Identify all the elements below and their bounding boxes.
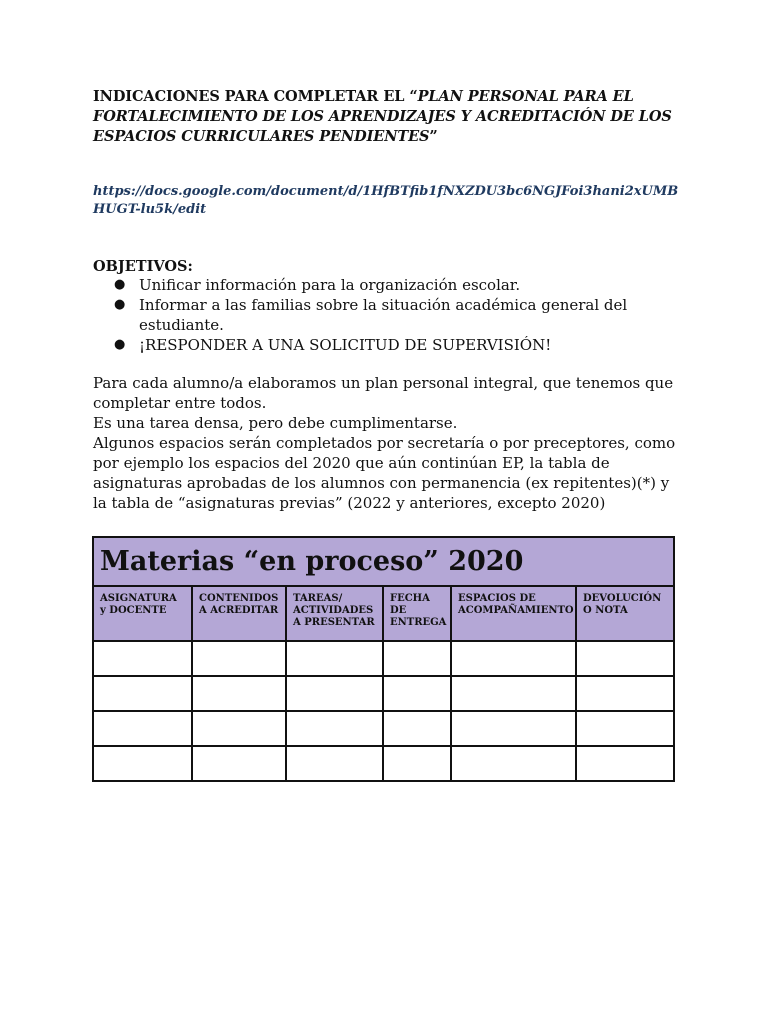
table-cell[interactable]	[383, 676, 451, 711]
table-cell[interactable]	[576, 711, 674, 746]
list-item	[93, 295, 683, 335]
table-cell[interactable]	[383, 641, 451, 676]
heading-plan-title: PLAN PERSONAL PARA EL FORTALECIMIENTO DE LOS APRENDIZAJES Y ACREDITACIÓN DE LOS ESPACIOS CURRICULARES PENDIENTES	[93, 88, 672, 145]
column-header: FECHA DE ENTREGA	[383, 586, 451, 641]
materias-table	[92, 536, 675, 782]
table-cell[interactable]	[451, 711, 576, 746]
table-cell[interactable]	[192, 746, 286, 781]
table-title: Materias “en proceso” 2020	[93, 537, 674, 586]
table-cell[interactable]	[286, 676, 383, 711]
column-header: TAREAS/ ACTIVIDADES A PRESENTAR	[286, 586, 383, 641]
heading-prefix: INDICACIONES PARA COMPLETAR EL “	[93, 88, 418, 105]
table-cell[interactable]	[192, 676, 286, 711]
table-cell[interactable]	[576, 676, 674, 711]
heading-close-quote: ”	[429, 128, 438, 145]
paragraph-line: Para cada alumno/a elaboramos un plan personal integral, que tenemos que completar entre todos.	[93, 374, 674, 412]
table-cell[interactable]	[576, 641, 674, 676]
table-cell[interactable]	[93, 746, 192, 781]
table-cell[interactable]	[192, 641, 286, 676]
table-cell[interactable]	[451, 641, 576, 676]
table-cell[interactable]	[93, 711, 192, 746]
bullet-icon: ●	[114, 297, 126, 312]
bullet-icon: ●	[114, 337, 126, 352]
table-cell[interactable]	[286, 746, 383, 781]
objectives-list	[93, 275, 683, 355]
document-heading	[93, 87, 683, 147]
paragraph-line: Es una tarea densa, pero debe cumplimentarse.	[93, 414, 458, 432]
list-item	[93, 335, 683, 355]
objective-text: Unificar información para la organización escolar.	[139, 276, 521, 294]
bullet-icon: ●	[114, 277, 126, 292]
table-cell[interactable]	[451, 746, 576, 781]
table-row	[93, 711, 674, 746]
objective-text: Informar a las familias sobre la situación académica general del estudiante.	[139, 296, 628, 334]
google-docs-link[interactable]: https://docs.google.com/document/d/1HfBTfib1fNXZDU3bc6NGJFoi3hani2xUMBHUGT-lu5k/edit	[93, 184, 679, 217]
table-cell[interactable]	[286, 711, 383, 746]
table-cell[interactable]	[576, 746, 674, 781]
table-cell[interactable]	[93, 676, 192, 711]
list-item	[93, 275, 683, 295]
column-header: ESPACIOS DE ACOMPAÑAMIENTO	[451, 586, 576, 641]
table-cell[interactable]	[383, 711, 451, 746]
instructions-paragraph	[93, 373, 683, 513]
table-row	[93, 641, 674, 676]
column-header: DEVOLUCIÓN O NOTA	[576, 586, 674, 641]
table-row	[93, 676, 674, 711]
table-cell[interactable]	[286, 641, 383, 676]
table-row	[93, 746, 674, 781]
table-cell[interactable]	[93, 641, 192, 676]
column-header: CONTENIDOS A ACREDITAR	[192, 586, 286, 641]
objective-text: ¡RESPONDER A UNA SOLICITUD DE SUPERVISIÓN!	[139, 336, 552, 354]
table-header-row	[93, 586, 674, 641]
table-cell[interactable]	[451, 676, 576, 711]
table-cell[interactable]	[192, 711, 286, 746]
table-cell[interactable]	[383, 746, 451, 781]
column-header: ASIGNATURA y DOCENTE	[93, 586, 192, 641]
objectives-title: OBJETIVOS:	[93, 258, 193, 275]
paragraph-line: Algunos espacios serán completados por secretaría o por preceptores, como por ejemplo los espacios del 2020 que aún continúan EP, la tabla de asignaturas aprobadas de los alumnos con permanencia (ex repitentes)(*) y la tabla de “asignaturas previas” (2022 y anteriores, excepto 2020)	[93, 434, 676, 512]
